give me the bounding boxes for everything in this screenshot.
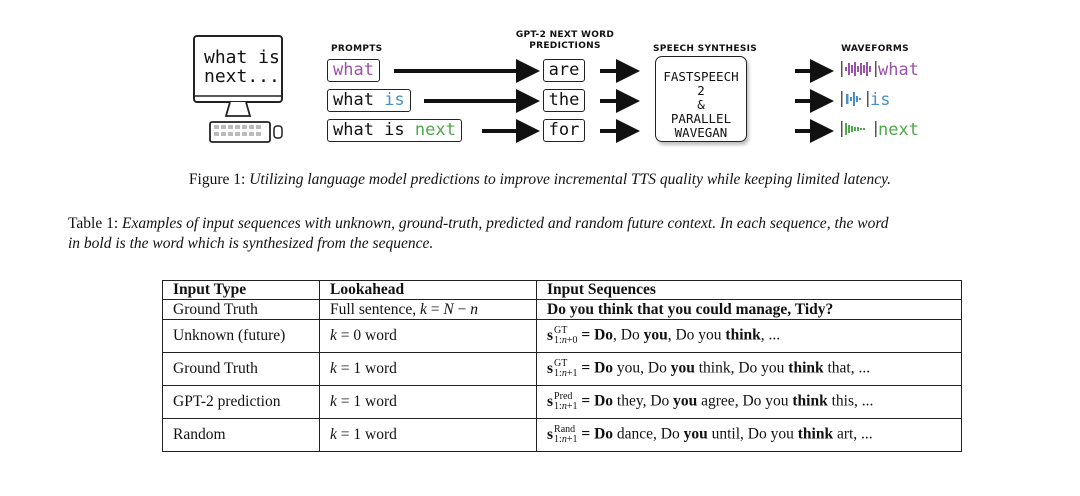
screen-text-line-1: what is <box>204 47 280 68</box>
figure-caption-label: Figure 1: <box>188 171 246 188</box>
prompts-header: PROMPTS <box>331 44 383 54</box>
table-row <box>163 300 962 320</box>
speech-synthesis-box <box>655 56 747 142</box>
cell-input-type: Unknown (future) <box>163 320 320 353</box>
waveform-icon <box>840 90 870 108</box>
table-caption-line-1: Examples of input sequences with unknown, ground-truth, predicted and random future context. In each sequence, the word <box>122 215 889 232</box>
table-caption-line-2: in bold is the word which is synthesized from the sequence. <box>68 235 434 252</box>
synthesis-line-2: & <box>697 97 705 112</box>
gpt2-header-line-2: PREDICTIONS <box>529 41 601 51</box>
table-caption-label: Table 1: <box>68 215 119 232</box>
table-caption <box>68 214 1058 254</box>
sequence-symbol: s Pred 1:n+1 <box>547 391 578 412</box>
prompt-highlight: next <box>414 120 456 140</box>
waveform-row-2 <box>840 90 890 111</box>
table-row <box>163 353 962 386</box>
gpt2-header-line-1: GPT-2 NEXT WORD <box>515 30 615 40</box>
table-row <box>163 320 962 353</box>
header-input-sequences: Input Sequences <box>537 281 962 300</box>
sequence-symbol: s GT 1:n+0 <box>547 325 578 346</box>
cell-input-type: Ground Truth <box>163 353 320 386</box>
table-body <box>163 300 962 452</box>
synthesis-line-4: WAVEGAN <box>674 125 728 140</box>
prompt-highlight: is <box>384 90 405 110</box>
prompt-plain: what <box>333 90 385 110</box>
cell-input-type: Ground Truth <box>163 300 320 320</box>
synthesis-line-3: PARALLEL <box>670 111 732 126</box>
table-row <box>163 419 962 452</box>
sequence-symbol: s Rand 1:n+1 <box>547 424 578 445</box>
figure-caption <box>0 171 1080 189</box>
prediction-box-2: the <box>543 89 585 112</box>
waveform-icon <box>840 60 878 78</box>
sequence-symbol: s GT 1:n+1 <box>547 358 578 379</box>
screen-text-line-2: next... <box>204 66 280 87</box>
prediction-box-1: are <box>543 59 585 82</box>
figure-1-diagram <box>0 0 1080 160</box>
cell-input-sequence: Do you think that you could manage, Tidy? <box>537 300 962 320</box>
cell-lookahead: k = 1 word <box>320 419 537 452</box>
waveform-word: is <box>870 90 891 110</box>
prediction-box-3: for <box>543 119 585 142</box>
cell-input-sequence: s GT 1:n+1 = Do you, Do you think, Do you think that, ... <box>537 353 962 386</box>
waveform-icon <box>840 120 878 138</box>
header-lookahead: Lookahead <box>320 281 537 300</box>
cell-input-sequence: s Rand 1:n+1 = Do dance, Do you until, Do you think art, ... <box>537 419 962 452</box>
examples-table <box>162 280 962 452</box>
prompt-highlight: what <box>333 60 374 80</box>
speech-synthesis-header: SPEECH SYNTHESIS <box>652 44 758 54</box>
waveform-word: what <box>878 60 919 80</box>
cell-lookahead: k = 1 word <box>320 386 537 419</box>
waveform-row-1 <box>840 60 919 81</box>
cell-input-type: GPT-2 prediction <box>163 386 320 419</box>
cell-lookahead: Full sentence, k = N − n <box>320 300 537 320</box>
header-input-type: Input Type <box>163 281 320 300</box>
figure-caption-text: Utilizing language model predictions to improve incremental TTS quality while keeping limited latency. <box>249 171 892 188</box>
synthesis-line-1: FASTSPEECH 2 <box>663 69 739 98</box>
waveform-row-3 <box>840 120 919 141</box>
table-header-row <box>163 281 962 300</box>
waveform-word: next <box>878 120 919 140</box>
cell-lookahead: k = 0 word <box>320 320 537 353</box>
cell-input-sequence: s Pred 1:n+1 = Do they, Do you agree, Do you think this, ... <box>537 386 962 419</box>
prompt-plain: what is <box>333 120 415 140</box>
table-row <box>163 386 962 419</box>
cell-lookahead: k = 1 word <box>320 353 537 386</box>
waveforms-header: WAVEFORMS <box>841 44 909 54</box>
cell-input-sequence: s GT 1:n+0 = Do, Do you, Do you think, ... <box>537 320 962 353</box>
cell-input-type: Random <box>163 419 320 452</box>
